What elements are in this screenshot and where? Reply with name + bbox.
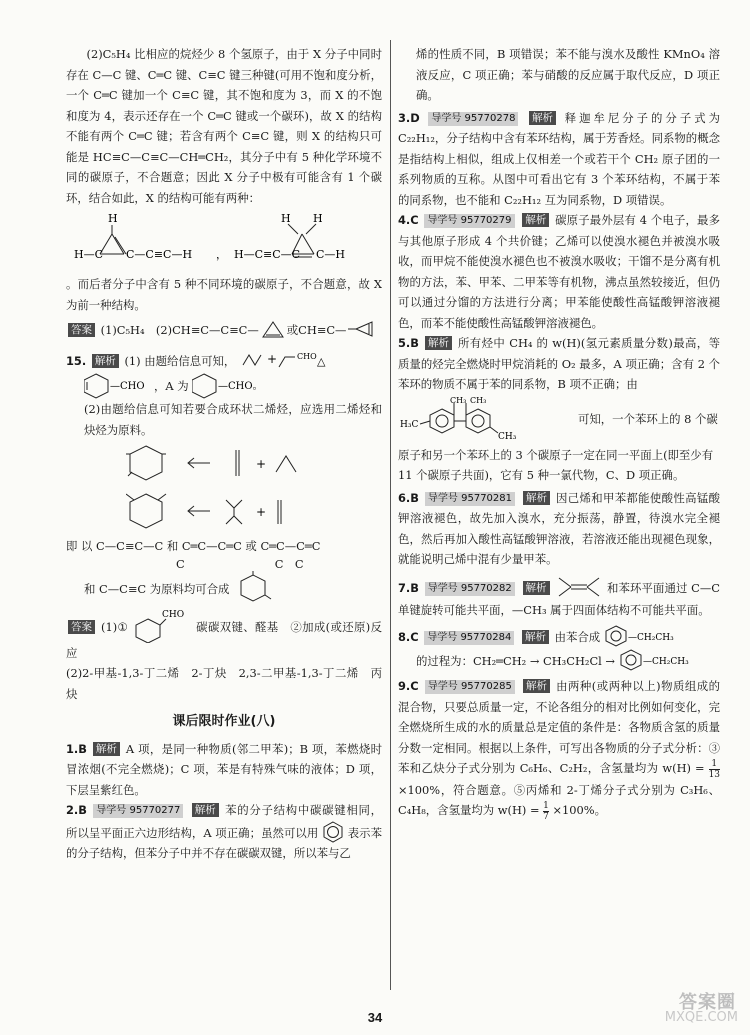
watermark-url: MXQE.COM <box>664 1010 738 1025</box>
guide-label: 导学号 <box>427 492 458 504</box>
q15-synthesis-routes: 即 以 C—C≡C—C 和 C═C—C═C 或 C═C—C═C <box>66 539 321 553</box>
ethylbenzene-icon <box>604 624 688 648</box>
ethylbenzene-product-icon <box>619 648 703 672</box>
svg-text:H—C≡C—C: H—C≡C—C <box>234 248 301 261</box>
svg-text:H: H <box>313 212 323 225</box>
guide-label: 导学号 <box>427 215 458 226</box>
q8-text: 由苯合成 <box>554 630 601 644</box>
svg-text:△: △ <box>316 354 326 368</box>
jiexi-label-q2: 解析 <box>192 803 219 817</box>
guide-label: 导学号 <box>427 681 458 692</box>
watermark-logo: 答案圈 <box>679 992 736 1013</box>
q14-structures <box>66 210 382 272</box>
fraction-1-7: $\frac{1}{7}$ <box>543 800 549 822</box>
q15-text-a: (1) 由题给信息可知， <box>124 353 236 368</box>
q15-part2: (2)由题给信息可知若要合成环状二烯烃，应选用二烯烃和炔烃为原料。 <box>84 402 382 437</box>
q15-text-e: 和 C—C≡C 为原料均可合成 <box>84 581 230 596</box>
svg-text:CH₃: CH₃ <box>470 396 487 405</box>
right-column <box>398 44 720 822</box>
q15-retrosynthesis <box>126 442 442 534</box>
guide-label: 导学号 <box>431 112 462 124</box>
jiexi-label-q3: 解析 <box>529 111 556 125</box>
cyclohexene-aldehyde-icon <box>84 371 154 399</box>
q7-number: 7.B <box>398 580 419 595</box>
q15-methyl-markers: C C C <box>176 556 304 571</box>
svg-text:+: + <box>266 351 278 366</box>
svg-text:H—C: H—C <box>74 248 104 261</box>
jiexi-label-q4: 解析 <box>522 213 549 227</box>
q15-part1 <box>66 347 382 372</box>
answer-label: 答案 <box>68 323 95 337</box>
cyclohexane-aldehyde-icon <box>132 607 192 643</box>
svg-text:H: H <box>281 212 291 225</box>
svg-text:H: H <box>108 212 118 225</box>
q2-continued: 烯的性质不同，B 项错误；苯不能与溴水及酸性 KMnO₄ 溶液反应，C 项正确；苯与硝酸的反应属于取代反应，D 项正确。 <box>416 47 720 102</box>
guide-id-value: 95770278 <box>464 112 516 124</box>
benzene-icon <box>322 821 344 843</box>
guide-label: 导学号 <box>96 805 127 816</box>
q9 <box>398 676 720 822</box>
svg-text:C—C≡C—H: C—C≡C—H <box>126 248 193 261</box>
jiexi-label-q1: 解析 <box>93 742 120 756</box>
jiexi-label-q5: 解析 <box>425 336 452 350</box>
q1 <box>66 739 382 801</box>
svg-text:+: + <box>256 505 267 519</box>
svg-text:—CHO: —CHO <box>110 381 145 392</box>
guide-id-value: 95770284 <box>460 632 512 643</box>
q1-number: 1.B <box>66 741 87 756</box>
guide-id-value: 95770279 <box>460 215 512 226</box>
q8-number: 8.C <box>398 630 419 644</box>
q2-number: 2.B <box>66 803 87 817</box>
q14-explanation: (2)C₅H₄ 比相应的烷烃少 8 个氢原子，由于 X 分子中同时存在 C—C 键、C═C 键、C≡C 键三种键(可用不饱和度分析，一个 C═C 键加一个 C≡C 键，其不饱和度为 3，而 X 的不饱和度为 4，表示还存在一个 C═C 键或一个碳环)，故 X 的结构不能有两个 C═C 键；若含有两个 C≡C 键，则 X 的结构只可能是 HC≡C—C≡C—CH═CH₂，其分子中有 5 种化学环境不同的碳原子，不合题意；因此 X 分子中极有可能含有 1 个碳环，结合如此，X 的结构可能有两种： <box>66 47 382 205</box>
q9-guide-id <box>425 680 515 694</box>
guide-id-value: 95770282 <box>460 582 512 594</box>
q5 <box>398 333 720 395</box>
q14-answer <box>66 319 382 341</box>
q9-text-3: ×100%。 <box>552 803 606 817</box>
q7-guide-id <box>425 582 515 596</box>
q8-process <box>398 648 720 672</box>
q6-number: 6.B <box>398 490 419 505</box>
dimethyl-cyclohexadiene-icon <box>233 571 273 603</box>
jiexi-label-q7: 解析 <box>523 581 550 595</box>
q5-biphenyl-structure <box>398 397 578 443</box>
guide-label: 导学号 <box>427 632 458 643</box>
q15-part2-end <box>66 571 382 603</box>
left-column <box>66 44 382 864</box>
q7 <box>398 574 720 621</box>
fraction-1-13: $\frac{1}{13}$ <box>708 758 721 780</box>
svg-text:CH₃: CH₃ <box>450 396 467 405</box>
q15-answer-a: (1)① <box>101 619 129 634</box>
q15-part1b <box>66 371 382 399</box>
alkene-skeleton-icon <box>555 574 603 600</box>
cyclopropene-icon <box>259 319 287 339</box>
svg-text:—CH₂CH₃: —CH₂CH₃ <box>627 633 674 643</box>
page-number: 34 <box>367 1010 383 1025</box>
q6-guide-id <box>425 492 515 506</box>
q2-text: 苯的分子结构中碳碳键相同，所以呈平面正六边形结构，A 项正确；虽然可以用 <box>66 803 382 840</box>
q8-text-2: 的过程为：CH₂═CH₂ → CH₃CH₂Cl → <box>416 654 615 668</box>
q15-answer-b: 碳碳双键、醛基 ②加成(或还原)反应 <box>66 619 383 660</box>
q3-guide-id <box>428 112 518 126</box>
q4-guide-id <box>424 214 514 228</box>
q3 <box>398 108 720 211</box>
q2-guide-id <box>93 804 183 818</box>
cyclohexyl-aldehyde-icon <box>192 371 272 399</box>
jiexi-label-q9: 解析 <box>523 679 550 693</box>
q9-number: 9.C <box>398 679 419 693</box>
q14-answer-text: (1)C₅H₄ (2)CH≡C—C≡C— <box>100 323 259 337</box>
guide-id-value: 95770277 <box>129 805 181 816</box>
q5-number: 5.B <box>398 336 419 350</box>
q5-text-2: 可知，一个苯环上的 8 个碳原子和另一个苯环上的 3 个碳原子一定在同一平面上(即至少有 11 个碳原子共面)，它有 5 种一氯代物，C、D 项正确。 <box>398 411 718 482</box>
svg-text:，: ， <box>216 248 227 261</box>
svg-text:C—H: C—H <box>316 248 346 261</box>
jiexi-label: 解析 <box>92 354 119 368</box>
answer-label-2: 答案 <box>68 620 95 634</box>
svg-text:CHO: CHO <box>162 609 185 620</box>
q8 <box>398 624 720 648</box>
svg-text:H₃C: H₃C <box>400 419 419 430</box>
q15-text-b: ，A 为 <box>154 379 189 393</box>
svg-text:—CHO。: —CHO。 <box>218 381 263 392</box>
guide-id-value: 95770285 <box>460 681 512 692</box>
svg-text:CH₃: CH₃ <box>498 431 517 442</box>
q2 <box>66 800 382 864</box>
q15-answer <box>66 607 382 664</box>
guide-label: 导学号 <box>427 582 458 594</box>
q15-number: 15. <box>66 353 87 368</box>
svg-text:CHO: CHO <box>296 351 317 361</box>
q1-text: A 项，是同一种物质(邻二甲苯)；B 项，苯燃烧时冒浓烟(不完全燃烧)；C 项，苯是有特殊气味的液体；D 项，下层呈紫红色。 <box>66 741 383 797</box>
q6-text: 因己烯和甲苯都能使酸性高锰酸钾溶液褪色，故先加入溴水，充分振荡，静置，待溴水完全褪色，然后再加入酸性高锰酸钾溶液，若溶液还能出现褪色现象，就能说明己烯中混有少量甲苯。 <box>398 490 721 566</box>
q8-guide-id <box>424 631 514 645</box>
q2-text-2: 表示苯的分子结构，但苯分子中并不存在碳碳双键，所以苯与乙 <box>66 825 382 860</box>
q14-conclusion: 。而后者分子中含有 5 种不同环境的碳原子，不合题意，故 X 为前一种结构。 <box>66 277 382 312</box>
svg-text:—CH₂CH₃: —CH₂CH₃ <box>642 657 689 667</box>
q4 <box>398 210 720 333</box>
q7-text: 和苯环平面通过 C—C 单键旋转可能共平面，—CH₃ 属于四面体结构不可能共平面。 <box>398 580 720 617</box>
q9-text: 由两种(或两种以上)物质组成的混合物，只要总质量一定，不论各组分的相对比例如何变化，完全燃烧所生成的水的质量总是定值的条件是：各物质含氢的质量分数一定相同。根据以上条件，可写出各物质的分子式分析：③苯和乙炔分子式分别为 C₆H₆、C₂H₂，含氢量均为 w(H) = <box>398 679 721 775</box>
q3-number: 3.D <box>398 110 420 125</box>
diene-aldehyde-icon <box>239 347 335 371</box>
q5-text: 所有烃中 CH₄ 的 w(H)(氢元素质量分数)最高，等质量的烃完全燃烧时甲烷消耗的 O₂ 最多，A 项正确；含有 2 个苯环的物质不属于苯的同系物，B 项不正确；由 <box>398 336 720 391</box>
jiexi-label-q8: 解析 <box>522 630 549 644</box>
q9-text-2: ×100%，符合题意。⑤丙烯和 2-丁烯分子式分别为 C₃H₆、C₄H₈，含氢量均为 w(H) = <box>398 782 720 817</box>
section-heading: 课后限时作业(八) <box>172 714 276 729</box>
q14-answer-or: 或CH≡C— <box>286 323 347 337</box>
q6 <box>398 488 720 570</box>
cyclopropene-icon-2 <box>346 319 376 339</box>
q15-answer-c: (2)2-甲基-1,3-丁二烯 2-丁炔 2,3-二甲基-1,3-丁二烯 丙炔 <box>66 666 382 701</box>
guide-id-value: 95770281 <box>461 492 513 504</box>
q4-text: 碳原子最外层有 4 个电子，最多与其他原子形成 4 个共价键；乙烯可以使溴水褪色并被溴水吸收，而甲烷不能使溴水褪色也不被溴水吸收；干馏不是分离有机物的方法，苯、甲苯、二甲苯等有机物，沸点虽然较接近，但仍可以通过分馏的方法进行分离；甲苯能使酸性高锰酸钾溶液褪色，而苯不能使酸性高锰酸钾溶液褪色。 <box>398 213 721 330</box>
q3-text: 释迦牟尼分子的分子式为 C₂₂H₁₂，分子结构中含有苯环结构，属于芳香烃。同系物的概念是指结构上相似，组成上仅相差一个或若干个 CH₂ 原子团的一系列物质的互称。从图中可看出它有 3 个苯环结构，不属于苯的同系物，也不能和 C₂₂H₁₂ 互为同系物，D 项错误。 <box>398 110 720 207</box>
jiexi-label-q6: 解析 <box>523 491 550 505</box>
q4-number: 4.C <box>398 213 419 227</box>
svg-text:+: + <box>256 457 267 471</box>
